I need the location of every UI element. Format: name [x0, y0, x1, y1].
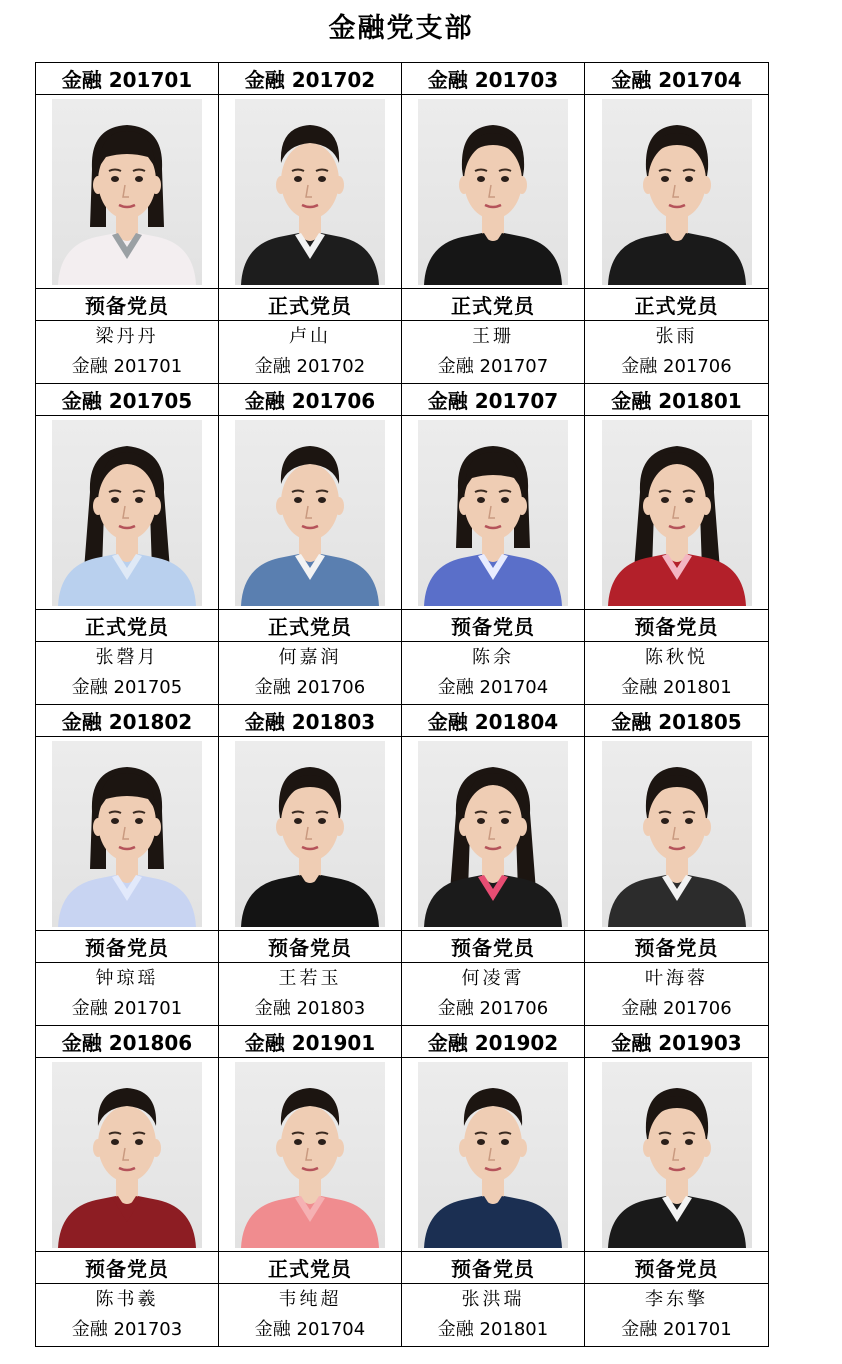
- status-row: [36, 289, 769, 321]
- class-header-row: [36, 1026, 769, 1058]
- member-photo: [52, 420, 202, 606]
- photo-cell: [402, 1058, 585, 1252]
- member-info-cell: [219, 642, 402, 705]
- member-status-cell: 预备党员: [36, 931, 219, 963]
- member-status-cell: 正式党员: [585, 289, 769, 321]
- member-info-cell: [402, 1284, 585, 1347]
- photo-cell: [219, 416, 402, 610]
- member-info-cell: [585, 963, 769, 1026]
- status-row: [36, 610, 769, 642]
- member-info-cell: [585, 321, 769, 384]
- member-class: 金融 201706: [621, 356, 732, 377]
- member-photo: [418, 99, 568, 285]
- class-header-cell: 金融 201701: [36, 63, 219, 95]
- class-header-cell: 金融 201802: [36, 705, 219, 737]
- class-header-cell: 金融 201901: [219, 1026, 402, 1058]
- class-header-cell: 金融 201706: [219, 384, 402, 416]
- member-photo: [235, 99, 385, 285]
- member-class: 金融 201705: [71, 677, 183, 698]
- status-row: [36, 1252, 769, 1284]
- member-name: 钟琼瑶: [95, 968, 159, 989]
- member-photo: [52, 99, 202, 285]
- member-name: 张磬月: [95, 647, 159, 668]
- member-photo: [418, 741, 568, 927]
- member-status-cell: 预备党员: [585, 1252, 769, 1284]
- photo-cell: [585, 1058, 769, 1252]
- member-class: 金融 201707: [437, 356, 549, 377]
- member-photo: [52, 741, 202, 927]
- photo-cell: [219, 737, 402, 931]
- photo-row: [36, 95, 769, 289]
- member-name: 张雨: [655, 326, 698, 347]
- photo-row: [36, 737, 769, 931]
- member-status-cell: 预备党员: [585, 931, 769, 963]
- member-name: 王珊: [472, 326, 514, 347]
- member-photo: [602, 99, 752, 285]
- member-info-cell: [36, 1284, 219, 1347]
- photo-cell: [36, 416, 219, 610]
- member-class: 金融 201704: [254, 1319, 366, 1340]
- member-status-cell: 正式党员: [36, 610, 219, 642]
- member-photo: [602, 741, 752, 927]
- member-status-cell: 预备党员: [585, 610, 769, 642]
- member-class: 金融 201701: [71, 998, 183, 1019]
- class-header-cell: 金融 201702: [219, 63, 402, 95]
- photo-cell: [585, 416, 769, 610]
- photo-cell: [402, 737, 585, 931]
- member-photo: [418, 1062, 568, 1248]
- photo-cell: [219, 95, 402, 289]
- member-info-cell: [219, 1284, 402, 1347]
- member-name: 叶海蓉: [645, 968, 708, 989]
- member-info-cell: [402, 321, 585, 384]
- member-class: 金融 201702: [254, 356, 366, 377]
- member-class: 金融 201801: [437, 1319, 549, 1340]
- photo-cell: [36, 1058, 219, 1252]
- photo-cell: [402, 95, 585, 289]
- member-class: 金融 201706: [621, 998, 732, 1019]
- class-header-cell: 金融 201803: [219, 705, 402, 737]
- member-photo: [602, 420, 752, 606]
- member-photo: [235, 741, 385, 927]
- info-row: [36, 321, 769, 384]
- member-class: 金融 201706: [437, 998, 549, 1019]
- class-header-cell: 金融 201806: [36, 1026, 219, 1058]
- class-header-row: [36, 63, 769, 95]
- member-photo: [235, 1062, 385, 1248]
- class-header-row: [36, 705, 769, 737]
- member-info-cell: [36, 642, 219, 705]
- member-info-cell: [36, 963, 219, 1026]
- class-header-cell: 金融 201902: [402, 1026, 585, 1058]
- class-header-cell: 金融 201801: [585, 384, 769, 416]
- photo-cell: [219, 1058, 402, 1252]
- info-row: [36, 963, 769, 1026]
- member-info-cell: [585, 1284, 769, 1347]
- photo-cell: [585, 737, 769, 931]
- class-header-row: [36, 384, 769, 416]
- member-status-cell: 正式党员: [219, 289, 402, 321]
- member-class: 金融 201701: [621, 1319, 732, 1340]
- class-header-cell: 金融 201804: [402, 705, 585, 737]
- member-name: 何嘉润: [278, 647, 342, 668]
- member-info-cell: [402, 642, 585, 705]
- member-status-cell: 预备党员: [402, 931, 585, 963]
- member-photo: [602, 1062, 752, 1248]
- member-info-cell: [585, 642, 769, 705]
- photo-cell: [36, 95, 219, 289]
- member-status-cell: 预备党员: [36, 289, 219, 321]
- class-header-cell: 金融 201704: [585, 63, 769, 95]
- member-status-cell: 预备党员: [402, 610, 585, 642]
- member-status-cell: 预备党员: [219, 931, 402, 963]
- member-class: 金融 201701: [71, 356, 183, 377]
- member-name: 陈秋悦: [645, 647, 708, 668]
- class-header-cell: 金融 201903: [585, 1026, 769, 1058]
- member-class: 金融 201704: [437, 677, 549, 698]
- photo-row: [36, 1058, 769, 1252]
- member-status-cell: 正式党员: [219, 610, 402, 642]
- member-name: 李东擎: [645, 1289, 708, 1310]
- member-status-cell: 预备党员: [402, 1252, 585, 1284]
- member-name: 陈书羲: [95, 1289, 159, 1310]
- member-status-cell: 正式党员: [219, 1252, 402, 1284]
- member-photo: [418, 420, 568, 606]
- photo-row: [36, 416, 769, 610]
- member-name: 王若玉: [278, 968, 342, 989]
- member-name: 卢山: [289, 326, 331, 347]
- member-info-cell: [402, 963, 585, 1026]
- member-name: 张洪瑞: [461, 1289, 525, 1310]
- info-row: [36, 1284, 769, 1347]
- member-name: 梁丹丹: [95, 326, 159, 347]
- member-roster-table: [35, 62, 769, 1347]
- photo-cell: [585, 95, 769, 289]
- member-info-cell: [219, 321, 402, 384]
- roster-body: [36, 63, 769, 1347]
- class-header-cell: 金融 201703: [402, 63, 585, 95]
- member-class: 金融 201801: [621, 677, 732, 698]
- status-row: [36, 931, 769, 963]
- page-title: 金融党支部: [328, 13, 474, 44]
- member-status-cell: 正式党员: [402, 289, 585, 321]
- member-status-cell: 预备党员: [36, 1252, 219, 1284]
- class-header-cell: 金融 201705: [36, 384, 219, 416]
- info-row: [36, 642, 769, 705]
- photo-cell: [402, 416, 585, 610]
- member-name: 何凌霄: [461, 968, 525, 989]
- member-name: 陈余: [472, 647, 514, 668]
- member-class: 金融 201706: [254, 677, 366, 698]
- class-header-cell: 金融 201707: [402, 384, 585, 416]
- member-info-cell: [219, 963, 402, 1026]
- member-class: 金融 201803: [254, 998, 366, 1019]
- member-info-cell: [36, 321, 219, 384]
- member-class: 金融 201703: [71, 1319, 183, 1340]
- member-name: 韦纯超: [278, 1289, 342, 1310]
- member-photo: [52, 1062, 202, 1248]
- class-header-cell: 金融 201805: [585, 705, 769, 737]
- member-photo: [235, 420, 385, 606]
- photo-cell: [36, 737, 219, 931]
